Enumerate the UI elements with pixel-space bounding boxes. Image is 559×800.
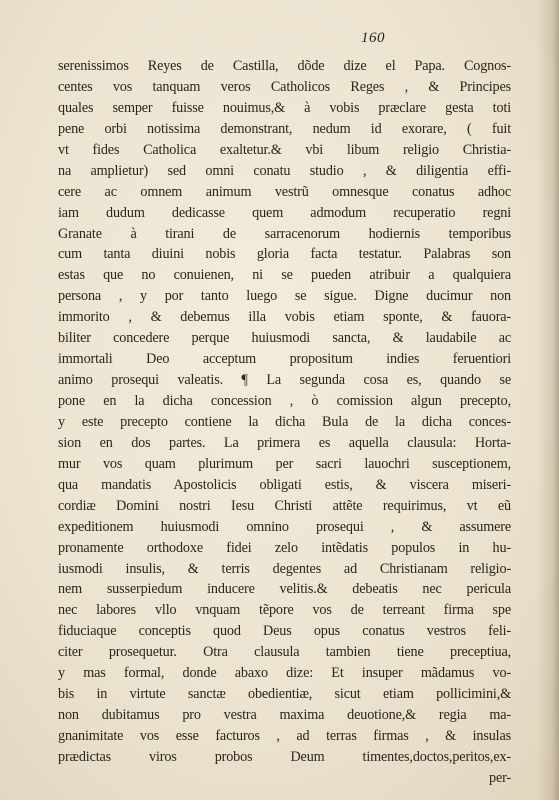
text-line: immorito , & debemus illa vobis etiam sponte, & fauora- <box>58 309 511 326</box>
text-line: gnanimitate vos esse facturos , ad terras firmas , & insulas <box>58 728 511 744</box>
text-line: qua mandatis Apostolicis obligati estis, & viscera miseri- <box>58 476 511 493</box>
text-line: immortali Deo acceptum propositum indies feruentiori <box>58 351 511 368</box>
text-line: nem susserpiedum inducere velitis.& debeatis nec pericula <box>58 581 511 598</box>
text-line: prædictas viros probos Deum timentes,doctos,peritos,ex- <box>58 748 511 765</box>
text-line: persona , y por tanto luego se sigue. Digne ducimur non <box>58 288 511 305</box>
text-line: fiduciaque conceptis quod Deus opus conatus vestros feli- <box>58 623 511 640</box>
text-line: iusmodi insulis, & terris degentes ad Christianam religio- <box>58 560 511 577</box>
text-line: expeditionem huiusmodi omnino prosequi , & assumere <box>58 518 511 535</box>
gutter-shadow <box>537 0 559 800</box>
text-line: vt fides Catholica exaltetur.& vbi libum religio Christia- <box>58 141 511 158</box>
text-line: na amplietur) sed omni conatu studio , & diligentia effi- <box>58 162 511 179</box>
text-line: non dubitamus pro vestra maxima deuotione,& regia ma- <box>58 707 511 724</box>
page-number: 160 <box>361 30 385 46</box>
text-line: bis in virtute sanctæ obedientiæ, sicut etiam pollicimini,& <box>58 686 511 703</box>
text-line: estas que no conuienen, ni se pueden atribuir a qualquiera <box>58 267 511 284</box>
text-line: pene orbi notissima demonstrant, nedum id exorare, ( fuit <box>58 120 511 137</box>
text-line: mur vos quam plurimum per sacri lauochri susceptionem, <box>58 455 511 472</box>
text-line: citer prosequetur. Otra clausula tambien tiene preceptiua, <box>58 644 511 661</box>
text-line: cordiæ Domini nostri Iesu Christi attẽte requirimus, vt eũ <box>58 497 511 514</box>
text-line: sion en dos partes. La primera es aquella clausula: Horta- <box>58 434 511 451</box>
body-text <box>58 56 511 789</box>
text-line: animo prosequi valeatis. ¶ La segunda cosa es, quando se <box>58 372 511 389</box>
text-line: nec labores vllo vnquam tẽpore vos de terreant firma spe <box>58 602 511 619</box>
text-line: pone en la dicha concession , ò comission algun precepto, <box>58 393 511 409</box>
text-line: pronamente orthodoxe fidei zelo intẽdatis populos in hu- <box>58 539 511 556</box>
text-line: per- <box>489 769 511 786</box>
text-line: biliter concedere perque huiusmodi sancta, & laudabile ac <box>58 330 511 347</box>
text-line: y este precepto contiene la dicha Bula de la dicha conces- <box>58 413 511 430</box>
text-line: cere ac omnem animum vestrũ omnesque conatus adhoc <box>58 183 511 200</box>
text-line: quales semper fuisse nouimus,& à vobis præclare gesta toti <box>58 99 511 116</box>
text-line: y mas formal, donde abaxo dize: Et insuper mãdamus vo- <box>58 665 511 682</box>
text-line: centes vos tanquam veros Catholicos Reges , & Principes <box>58 78 511 95</box>
text-line: iam dudum dedicasse quem admodum recuperatio regni <box>58 204 511 221</box>
text-line: cum tanta diuini nobis gloria facta testatur. Palabras son <box>58 246 511 263</box>
text-line: serenissimos Reyes de Castilla, dõde dize el Papa. Cognos- <box>58 58 511 74</box>
text-line: Granate à tirani de sarracenorum hodiernis temporibus <box>58 225 511 242</box>
